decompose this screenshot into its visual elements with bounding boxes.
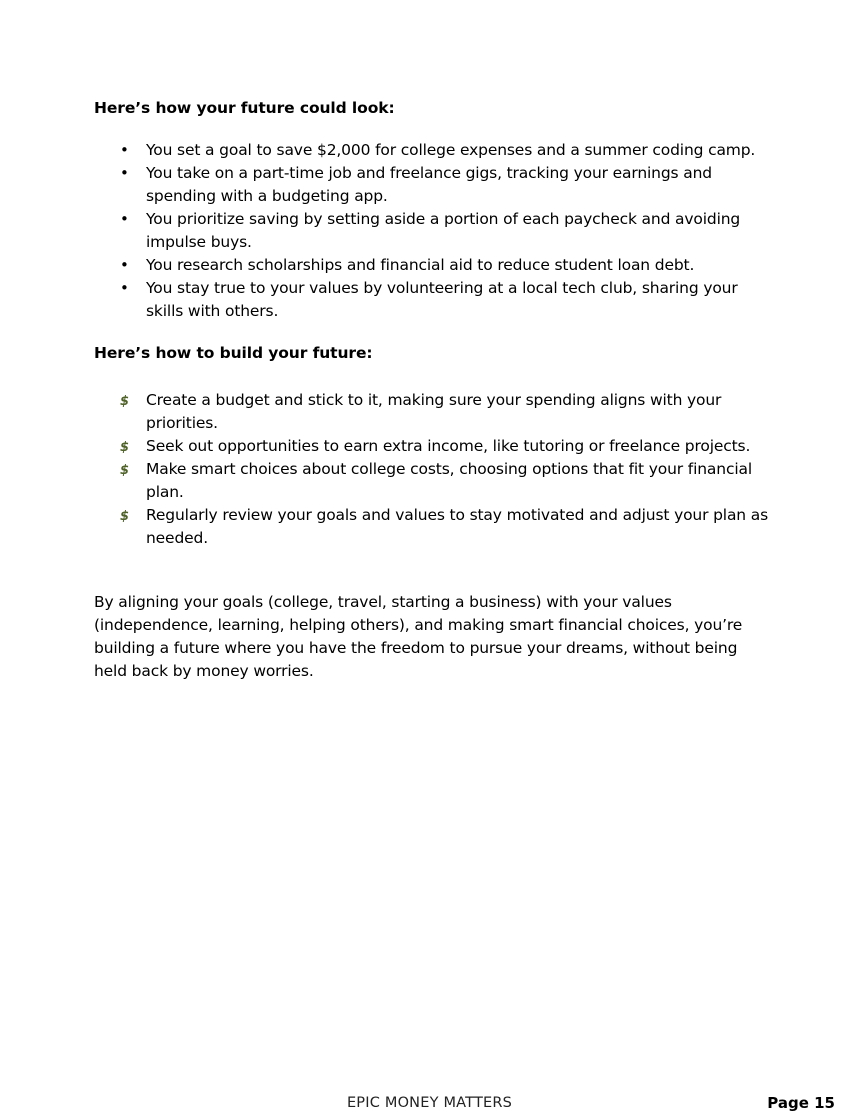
list-item	[94, 504, 774, 550]
bullet-dot-icon: •	[120, 279, 129, 297]
list-item-text: You research scholarships and financial aid to reduce student loan debt.	[146, 256, 695, 274]
page-number: Page 15	[767, 1094, 835, 1112]
list-item	[94, 277, 774, 323]
dollar-bullet-icon: $	[120, 440, 129, 455]
list-item-text: Seek out opportunities to earn extra income, like tutoring or freelance projects.	[146, 437, 751, 455]
footer-title: EPIC MONEY MATTERS	[346, 1095, 513, 1111]
dollar-bullet-icon: $	[120, 463, 129, 478]
future-list	[94, 139, 774, 323]
future-heading: Here’s how your future could look:	[94, 99, 395, 117]
build-heading: Here’s how to build your future:	[94, 344, 373, 362]
list-item	[94, 389, 774, 435]
bullet-dot-icon: •	[120, 256, 129, 274]
list-item-text: Make smart choices about college costs, choosing options that fit your financial plan.	[146, 460, 752, 501]
list-item	[94, 254, 774, 277]
list-item-text: You stay true to your values by volunteering at a local tech club, sharing your skills with others.	[146, 279, 738, 320]
list-item-text: You set a goal to save $2,000 for college expenses and a summer coding camp.	[146, 141, 756, 159]
list-item-text: Create a budget and stick to it, making sure your spending aligns with your priorities.	[146, 391, 722, 432]
list-item-text: Regularly review your goals and values to stay motivated and adjust your plan as needed.	[146, 506, 769, 547]
list-item	[94, 162, 774, 208]
list-item-text: You prioritize saving by setting aside a portion of each paycheck and avoiding impulse buys.	[146, 210, 741, 251]
list-item	[94, 458, 774, 504]
dollar-bullet-icon: $	[120, 394, 129, 409]
dollar-bullet-icon: $	[120, 509, 129, 524]
list-item	[94, 139, 774, 162]
build-list	[94, 389, 774, 550]
bullet-dot-icon: •	[120, 164, 129, 182]
closing-paragraph: By aligning your goals (college, travel, starting a business) with your values (independence, learning, helping others), and making smart financial choices, you’re building a future where you have the freedom to pursue your dreams, without being held back by money worries.	[94, 593, 743, 680]
bullet-dot-icon: •	[120, 210, 129, 228]
list-item	[94, 435, 774, 458]
list-item	[94, 208, 774, 254]
bullet-dot-icon: •	[120, 141, 129, 159]
list-item-text: You take on a part-time job and freelance gigs, tracking your earnings and spending with a budgeting app.	[146, 164, 712, 205]
